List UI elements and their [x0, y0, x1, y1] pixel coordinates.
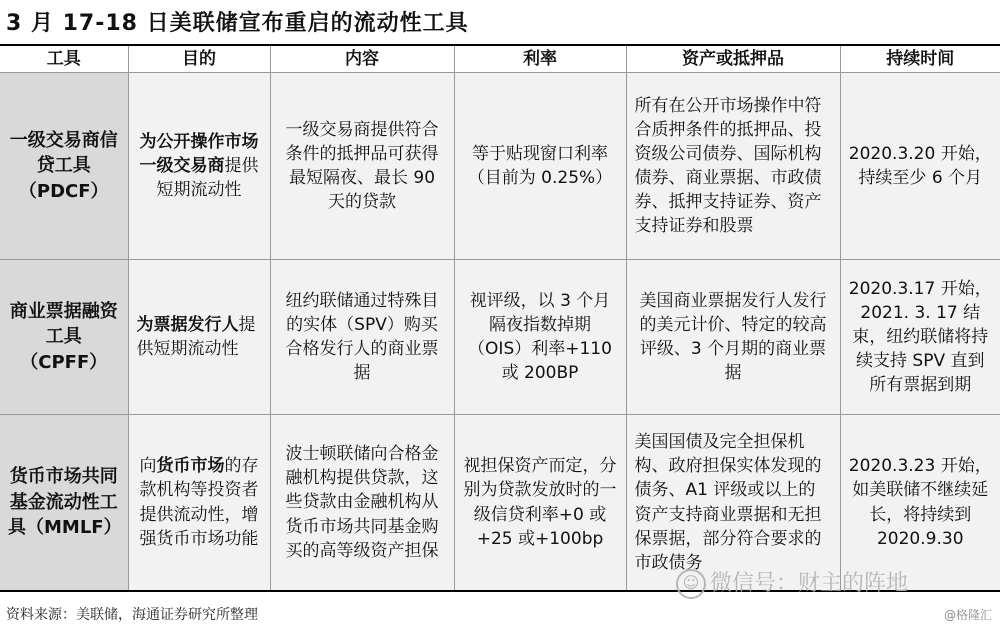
table-row	[0, 73, 1000, 260]
duration-cell: 2020.3.23 开始，如美联储不继续延长，将持续到 2020.9.30	[840, 415, 1000, 592]
purpose-cell	[128, 260, 270, 415]
wechat-icon: ☺	[676, 569, 706, 599]
header-rate: 利率	[454, 46, 626, 73]
rate-cell: 等于贴现窗口利率（目前为 0.25%）	[454, 73, 626, 260]
purpose-prefix-text: 向	[139, 456, 157, 477]
rate-cell: 视评级，以 3 个月隔夜指数掉期（OIS）利率+110 或 200BP	[454, 260, 626, 415]
table-row	[0, 415, 1000, 592]
watermark-text: 微信号：财主的阵地	[710, 571, 909, 596]
purpose-text: 的存款机构等投资者提供流动性，增强货币市场功能	[139, 456, 259, 549]
purpose-text: 提供短期流动性	[136, 314, 256, 359]
header-tool: 工具	[0, 46, 128, 73]
tool-cell: 一级交易商信贷工具（PDCF）	[0, 73, 128, 260]
purpose-text: 提供短期流动性	[156, 155, 259, 201]
purpose-cell	[128, 415, 270, 592]
content-cell: 纽约联储通过特殊目的实体（SPV）购买合格发行人的商业票据	[270, 260, 454, 415]
liquidity-tools-table	[0, 46, 1000, 592]
collateral-cell: 美国国债及完全担保机构、政府担保实体发现的债务、A1 评级或以上的资产支持商业票据和无担保票据，部分符合要求的市政债务	[626, 415, 840, 592]
table-row	[0, 260, 1000, 415]
source-note: 资料来源：美联储，海通证券研究所整理	[6, 607, 258, 623]
header-content: 内容	[270, 46, 454, 73]
purpose-bold-text: 货币市场	[156, 456, 225, 477]
rate-cell: 视担保资产而定，分别为贷款发放时的一级信贷利率+0 或+25 或+100bp	[454, 415, 626, 592]
duration-cell: 2020.3.17 开始，2021. 3. 17 结束，纽约联储将持续支持 SPV 直到所有票据到期	[840, 260, 1000, 415]
header-collateral: 资产或抵押品	[626, 46, 840, 73]
header-duration: 持续时间	[840, 46, 1000, 73]
tool-cell: 货币市场共同基金流动性工具（MMLF）	[0, 415, 128, 592]
tool-cell: 商业票据融资工具（CPFF）	[0, 260, 128, 415]
table-header-row	[0, 46, 1000, 73]
page-title: 3 月 17-18 日美联储宣布重启的流动性工具	[6, 11, 469, 36]
content-cell: 一级交易商提供符合条件的抵押品可获得最短隔夜、最长 90 天的贷款	[270, 73, 454, 260]
purpose-cell	[128, 73, 270, 260]
credit-label: @格隆汇	[943, 608, 992, 622]
purpose-bold-text: 为票据发行人	[136, 314, 239, 335]
collateral-cell: 所有在公开市场操作中符合质押条件的抵押品、投资级公司债券、国际机构债券、商业票据、市政债券、抵押支持证券、资产支持证券和股票	[626, 73, 840, 260]
header-purpose: 目的	[128, 46, 270, 73]
content-cell: 波士顿联储向合格金融机构提供贷款，这些贷款由金融机构从货币市场共同基金购买的高等级资产担保	[270, 415, 454, 592]
collateral-cell: 美国商业票据发行人发行的美元计价、特定的较高评级、3 个月期的商业票据	[626, 260, 840, 415]
purpose-bold-text: 为公开操作市场一级交易商	[139, 131, 259, 176]
wechat-watermark	[676, 566, 908, 599]
duration-cell: 2020.3.20 开始，持续至少 6 个月	[840, 73, 1000, 260]
